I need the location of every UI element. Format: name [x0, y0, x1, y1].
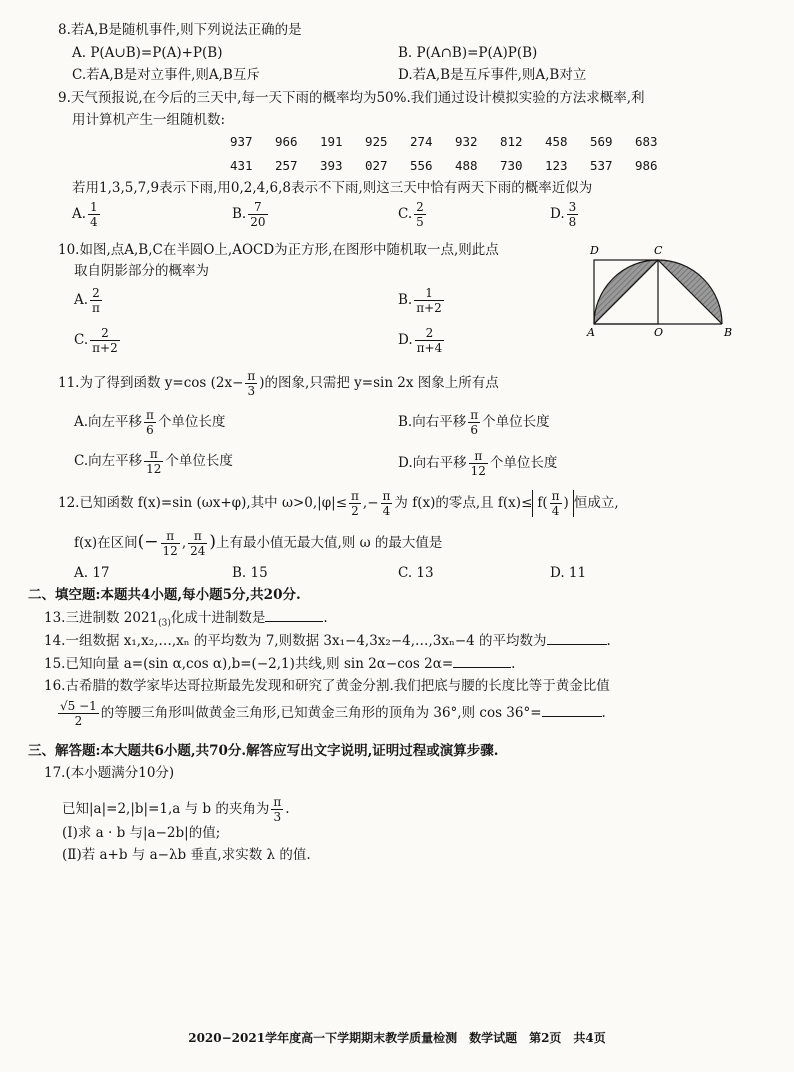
q9-stem-line2: 用计算机产生一组随机数:	[72, 112, 226, 128]
q10-label-o: O	[654, 326, 664, 338]
q16-line2: $\frac{√5 -1}{2}$ 的等腰三角形叫做黄金三角形,已知黄金三角形的顶角为 36°,则 cos 36°= .	[60, 699, 606, 728]
q8-option-c: C.若A,B是对立事件,则A,B互斥	[72, 67, 260, 83]
q13: 13.三进制数 $2021_{(3)}$化成十进制数是 .	[44, 610, 328, 629]
q11-option-b: B.向右平移 $\frac{\pi}{6}$ 个单位长度	[398, 408, 550, 437]
q10-stem-line1: 10.如图,点A,B,C在半圆O上,AOCD为正方形,在图形中随机取一点,则此点	[58, 242, 499, 258]
q10-semicircle-figure	[582, 238, 742, 338]
q8-stem: 8.若A,B是随机事件,则下列说法正确的是	[58, 22, 302, 38]
q12-option-d: D. 11	[550, 565, 587, 581]
section-fill-in-heading: 二、填空题:本题共4小题,每小题5分,共20分.	[28, 587, 301, 603]
q8-option-d: D.若A,B是互斥事件,则A,B对立	[398, 67, 587, 83]
q10-option-d: D. $\frac{2}{\pi+4}$	[398, 326, 443, 355]
q9-option-a: A. $\frac{1}{4}$	[72, 200, 98, 229]
q9-stem-line1: 9.天气预报说,在今后的三天中,每一天下雨的概率均为50%.我们通过设计模拟实验的方法求概率,利	[58, 90, 645, 106]
q12-option-a: A. 17	[74, 565, 110, 581]
q9-option-b: B. $\frac{7}{20}$	[232, 200, 266, 229]
q10-label-a: A	[587, 326, 595, 338]
q17-part-1: (Ⅰ)求 a · b 与|a−2b|的值;	[62, 825, 221, 841]
q12-option-b: B. 15	[232, 565, 268, 581]
q12-line1: 12.已知函数 f(x)=sin (ωx+φ),其中 ω>0,|φ|≤ $\frac{\pi}{2}$ ,− $\frac{\pi}{4}$ 为 f(x)的零点,且 f(x)≤ f( $\frac{\pi}{4}$ ) 恒成立,	[58, 489, 619, 518]
q10-option-c: C. $\frac{2}{\pi+2}$	[74, 326, 118, 355]
q17-heading: 17.(本小题满分10分)	[44, 765, 175, 781]
q11-stem: 11.为了得到函数 y=cos (2x− $\frac{\pi}{3}$ )的图象,只需把 y=sin 2x 图象上所有点	[58, 369, 499, 398]
q16-line1: 16.古希腊的数学家毕达哥拉斯最先发现和研究了黄金分割.我们把底与腰的长度比等于黄金比值	[44, 678, 610, 694]
q8-option-b: B. P(A∩B)=P(A)P(B)	[398, 45, 538, 61]
q17-part-2: (Ⅱ)若 a+b 与 a−λb 垂直,求实数 λ 的值.	[62, 847, 311, 863]
section-answer-heading: 三、解答题:本大题共6小题,共70分.解答应写出文字说明,证明过程或演算步骤.	[28, 743, 499, 759]
q14: 14.一组数据 x₁,x₂,…,xₙ 的平均数为 7,则数据 3x₁−4,3x₂−4,…,3xₙ−4 的平均数为 .	[44, 633, 611, 649]
q9-random-row-1: 937 966 191 925 274 932 812 458 569 683	[230, 134, 658, 149]
q8-option-a: A. P(A∪B)=P(A)+P(B)	[72, 45, 223, 61]
q10-label-b: B	[724, 326, 733, 338]
q10-option-a: A. $\frac{2}{\pi}$	[74, 286, 100, 315]
q9-option-c: C. $\frac{2}{5}$	[398, 200, 424, 229]
q9-option-d: D. $\frac{3}{8}$	[550, 200, 577, 229]
q9-random-row-2: 431 257 393 027 556 488 730 123 537 986	[230, 158, 658, 173]
q11-option-d: D.向右平移 $\frac{\pi}{12}$ 个单位长度	[398, 449, 558, 478]
q10-stem-line2: 取自阴影部分的概率为	[74, 263, 209, 279]
q10-option-b: B. $\frac{1}{\pi+2}$	[398, 286, 442, 315]
q11-option-a: A.向左平移 $\frac{\pi}{6}$ 个单位长度	[74, 408, 226, 437]
q12-line2: f(x)在区间(− $\frac{\pi}{12}$ , $\frac{\pi}{24}$ )上有最小值无最大值,则 ω 的最大值是	[74, 529, 443, 558]
q15: 15.已知向量 a=(sin α,cos α),b=(−2,1)共线,则 sin 2α−cos 2α= .	[44, 656, 516, 672]
q9-stem-line3: 若用1,3,5,7,9表示下雨,用0,2,4,6,8表示不下雨,则这三天中恰有两天下雨的概率近似为	[72, 180, 593, 196]
q17-given: 已知|a|=2,|b|=1,a 与 b 的夹角为 $\frac{\pi}{3}$ .	[62, 795, 290, 824]
q12-option-c: C. 13	[398, 565, 434, 581]
q10-label-c: C	[654, 244, 663, 257]
q10-label-d: D	[590, 244, 599, 257]
q11-option-c: C.向左平移 $\frac{\pi}{12}$ 个单位长度	[74, 447, 233, 476]
page-footer: 2020−2021学年度高一下学期期末教学质量检测 数学试题 第2页 共4页	[188, 1031, 606, 1045]
